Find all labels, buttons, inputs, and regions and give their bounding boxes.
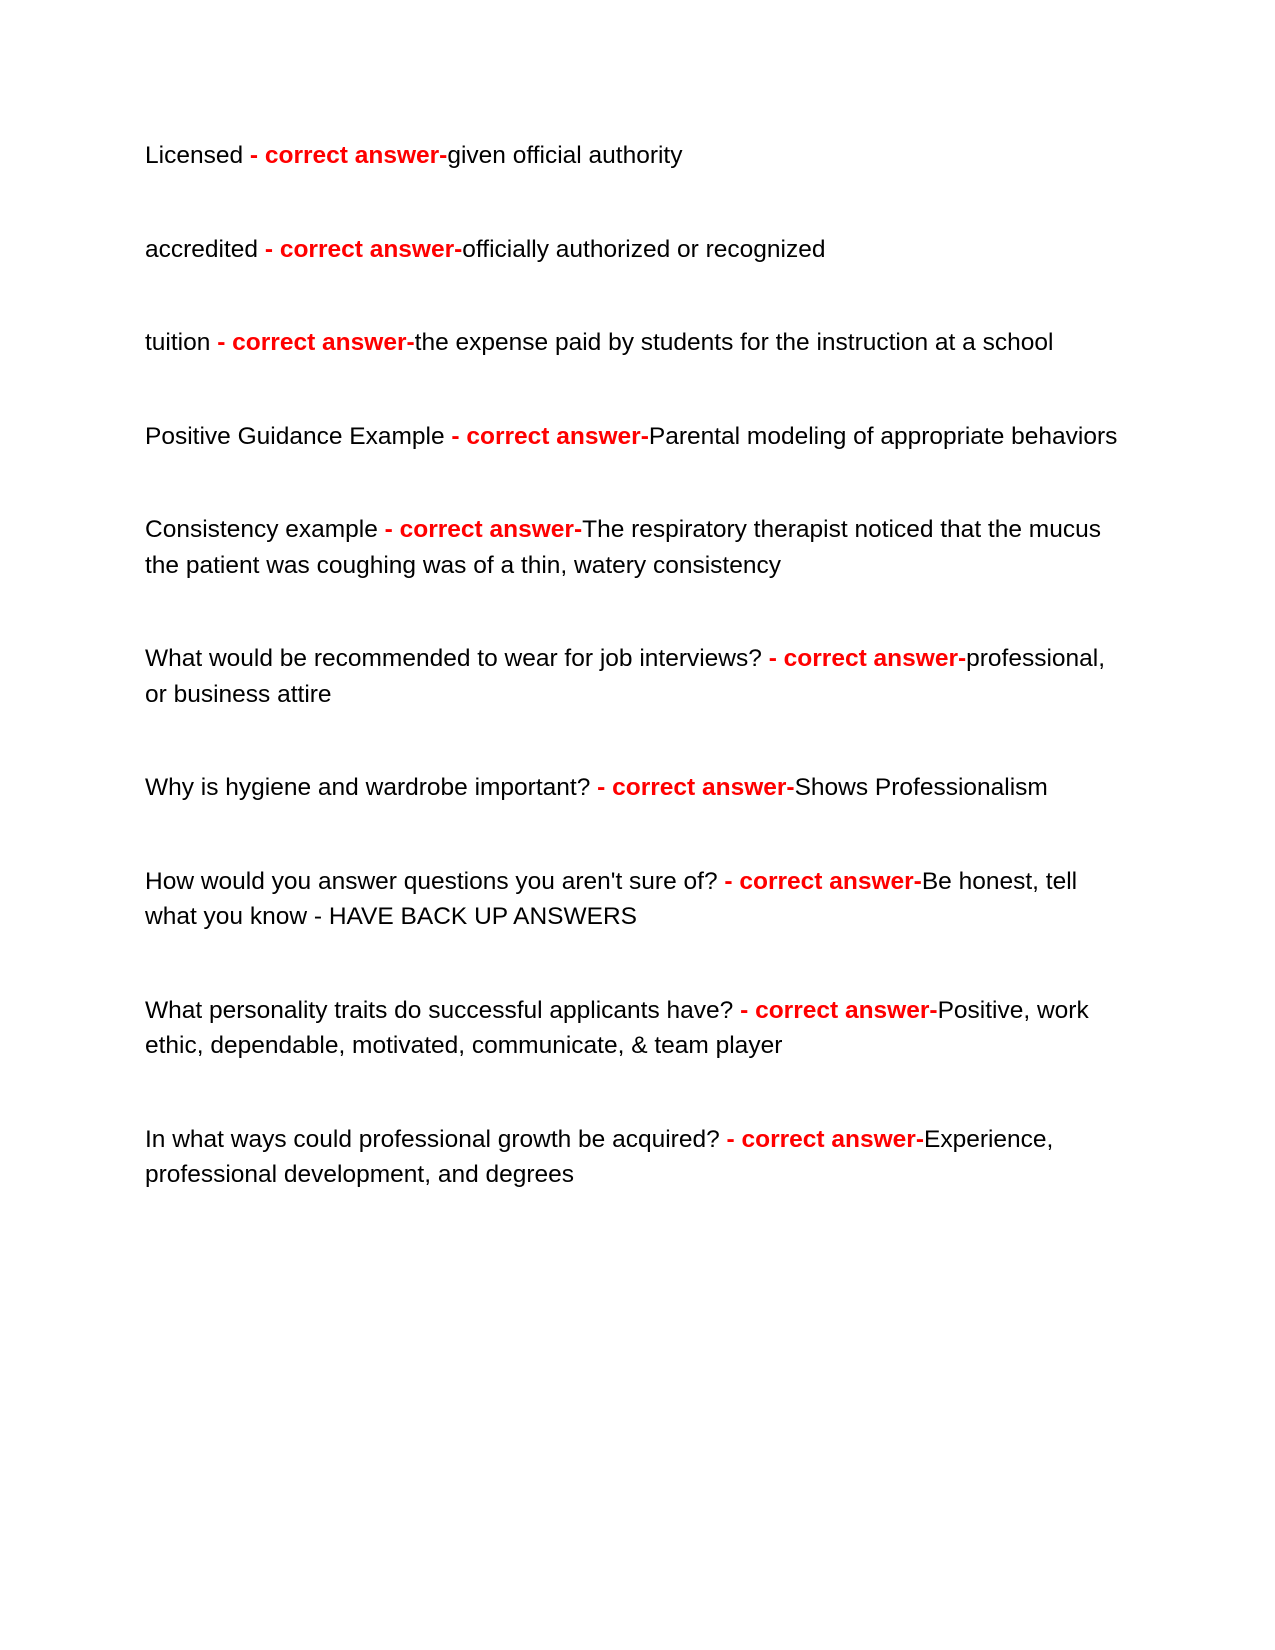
qa-definition: the expense paid by students for the instruction at a school: [414, 329, 1054, 357]
qa-term: Positive Guidance Example: [145, 422, 445, 450]
correct-answer-marker: - correct answer-: [243, 142, 448, 169]
qa-item: [145, 325, 1125, 361]
qa-term: What personality traits do successful applicants have?: [145, 996, 734, 1024]
qa-definition: Experience, professional development, and degrees: [145, 1125, 1054, 1189]
qa-definition: Parental modeling of appropriate behaviors: [648, 422, 1118, 450]
qa-term: tuition: [145, 329, 211, 357]
correct-answer-marker: - correct answer-: [733, 996, 938, 1024]
qa-term: In what ways could professional growth be acquired?: [145, 1125, 720, 1153]
qa-item: [145, 770, 1125, 806]
correct-answer-marker: - correct answer-: [210, 329, 415, 357]
qa-definition: professional, or business attire: [145, 645, 1106, 708]
qa-item: [145, 1122, 1125, 1193]
qa-definition: The respiratory therapist noticed that the mucus the patient was coughing was of a thin, watery consistency: [145, 516, 1101, 579]
qa-definition: Be honest, tell what you know - HAVE BACK UP ANSWERS: [145, 867, 1078, 931]
qa-term: accredited: [145, 235, 259, 263]
correct-answer-marker: - correct answer-: [258, 235, 463, 263]
qa-item: [145, 993, 1125, 1064]
correct-answer-marker: - correct answer-: [590, 774, 795, 802]
correct-answer-marker: - correct answer-: [717, 867, 922, 895]
correct-answer-marker: - correct answer-: [377, 516, 583, 544]
qa-definition: Shows Professionalism: [794, 774, 1048, 802]
qa-term: Consistency example: [145, 516, 378, 544]
qa-item: [145, 419, 1125, 455]
qa-term: How would you answer questions you aren't sure of?: [145, 867, 718, 895]
qa-term: Why is hygiene and wardrobe important?: [145, 774, 591, 802]
qa-definition: Positive, work ethic, dependable, motivated, communicate, & team player: [145, 996, 1089, 1060]
qa-item: [145, 232, 1125, 268]
qa-item: [145, 864, 1125, 935]
qa-item: [145, 641, 1125, 712]
qa-item: [145, 512, 1125, 583]
correct-answer-marker: - correct answer-: [719, 1125, 924, 1153]
qa-definition: given official authority: [447, 142, 683, 169]
qa-item: [145, 138, 1125, 174]
qa-term: Licensed: [145, 142, 244, 169]
correct-answer-marker: - correct answer-: [444, 422, 649, 450]
qa-definition: officially authorized or recognized: [462, 235, 826, 263]
correct-answer-marker: - correct answer-: [761, 645, 967, 673]
qa-term: What would be recommended to wear for job interviews?: [145, 645, 762, 673]
